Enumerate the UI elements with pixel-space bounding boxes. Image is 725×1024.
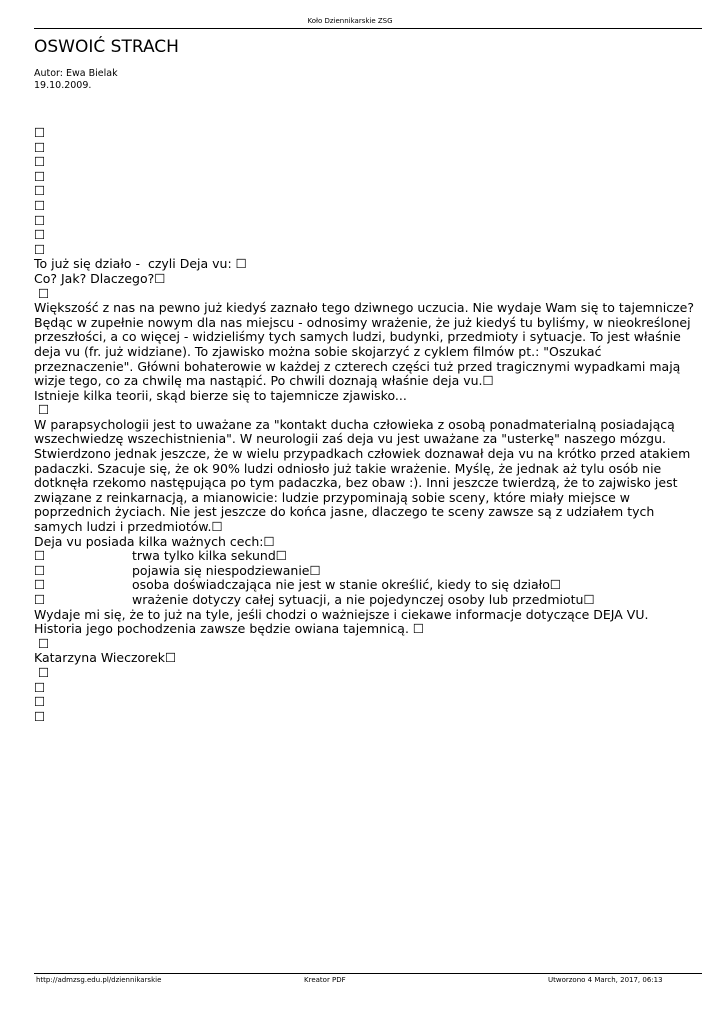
footer-generator: Kreator PDF bbox=[304, 976, 346, 984]
box-line: ☐ bbox=[34, 241, 46, 257]
footer-url[interactable]: http://admzsg.edu.pl/dziennikarskie bbox=[36, 976, 162, 984]
box-line: ☐ bbox=[34, 708, 46, 724]
article-body bbox=[34, 126, 694, 724]
feature-text: wrażenie dotyczy całej sytuacji, a nie pojedynczej osoby lub przedmiotu☐ bbox=[132, 592, 595, 607]
paragraph-theories: W parapsychologii jest to uważane za "kontakt ducha człowieka z osobą ponadmaterialną posiadającą wszechwiedzę wszechistnienia". W neurologii zaś deja vu jest uważane za "usterkę" naszego mózgu. Stwierdzono jednak jeszcze, że w wielu przypadkach człowiek doznawał deja vu na krótko przed atakiem padaczki. Szacuje się, że ok 90% ludzi odniosło już takie wrażenie. Myślę, że jednak aż tylu osób nie dotknęła rzekomo następująca po tym padaczka, bez obaw :). Inni jeszcze twierdzą, że to zajwisko jest związane z reinkarnacją, a mianowicie: ludzie przypominają sobie sceny, które miały miejsce w poprzednich życiach. Nie jest jeszcze do końca jasne, dlaczego te sceny zawsze są z udziałem tych samych ludzi i przedmiotów.☐ bbox=[34, 416, 691, 535]
article-meta bbox=[34, 68, 118, 92]
paragraph-theories-intro: Istnieje kilka teorii, skąd bierze się to tajemnicze zjawisko... bbox=[34, 387, 407, 403]
feature-box: ☐ bbox=[34, 592, 46, 607]
box-line: ☐ bbox=[34, 402, 50, 418]
footer-created: Utworzono 4 March, 2017, 06:13 bbox=[548, 976, 663, 984]
signature: Katarzyna Wieczorek☐ bbox=[34, 650, 177, 666]
box-line: ☐ bbox=[34, 285, 50, 301]
feature-item bbox=[34, 564, 694, 579]
feature-item bbox=[34, 578, 694, 593]
box-line: ☐ bbox=[34, 212, 46, 228]
page-header: Koło Dziennikarskie ZSG bbox=[307, 17, 393, 25]
box-line: ☐ bbox=[34, 694, 46, 710]
author-line: Autor: Ewa Bielak bbox=[34, 68, 118, 79]
box-line: ☐ bbox=[34, 168, 46, 184]
feature-text: osoba doświadczająca nie jest w stanie określić, kiedy to się działo☐ bbox=[132, 577, 562, 593]
box-line: ☐ bbox=[34, 664, 50, 680]
feature-text: trwa tylko kilka sekund☐ bbox=[132, 548, 287, 564]
box-line: ☐ bbox=[34, 679, 46, 695]
article-title: OSWOIĆ STRACH bbox=[34, 37, 179, 57]
box-line: ☐ bbox=[34, 125, 46, 140]
features-heading: Deja vu posiada kilka ważnych cech:☐ bbox=[34, 533, 275, 549]
box-line: ☐ bbox=[34, 139, 46, 155]
box-line: ☐ bbox=[34, 183, 46, 199]
feature-box: ☐ bbox=[34, 548, 46, 564]
box-line: ☐ bbox=[34, 635, 50, 651]
feature-item bbox=[34, 549, 694, 564]
footer-divider bbox=[34, 973, 702, 974]
box-line: ☐ bbox=[34, 154, 46, 170]
box-line: ☐ bbox=[34, 197, 46, 213]
header-divider bbox=[34, 28, 702, 29]
paragraph-intro: Większość z nas na pewno już kiedyś zaznało tego dziwnego uczucia. Nie wydaje Wam się to tajemnicze? Będąc w zupełnie nowym dla nas miejscu - odnosimy wrażenie, że już kiedyś tu byliśmy, w nieokreślonej przeszłości, a co więcej - widzieliśmy tych samych ludzi, budynki, przedmioty i sytuacje. To jest właśnie deja vu (fr. już widziane). To zjawisko można sobie skojarzyć z cyklem filmów pt.: "Oszukać przeznaczenie". Główni bohaterowie w każdej z czterech części tuż przed tragicznymi wypadkami mają wizje tego, co za chwilę ma nastąpić. Po chwili doznają właśnie deja vu.☐ bbox=[34, 300, 694, 389]
feature-box: ☐ bbox=[34, 562, 46, 578]
feature-item bbox=[34, 593, 694, 608]
article-date: 19.10.2009. bbox=[34, 80, 92, 91]
paragraph-conclusion: Wydaje mi się, że to już na tyle, jeśli chodzi o ważniejsze i ciekawe informacje dotyczące DEJA VU. Historia jego pochodzenia zawsze będzie owiana tajemnicą. ☐ bbox=[34, 606, 649, 637]
section-subheading: Co? Jak? Dlaczego?☐ bbox=[34, 270, 166, 286]
box-line: ☐ bbox=[34, 227, 46, 243]
feature-box: ☐ bbox=[34, 577, 46, 593]
section-heading: To już się działo - czyli Deja vu: ☐ bbox=[34, 256, 247, 272]
feature-text: pojawia się niespodziewanie☐ bbox=[132, 562, 321, 578]
